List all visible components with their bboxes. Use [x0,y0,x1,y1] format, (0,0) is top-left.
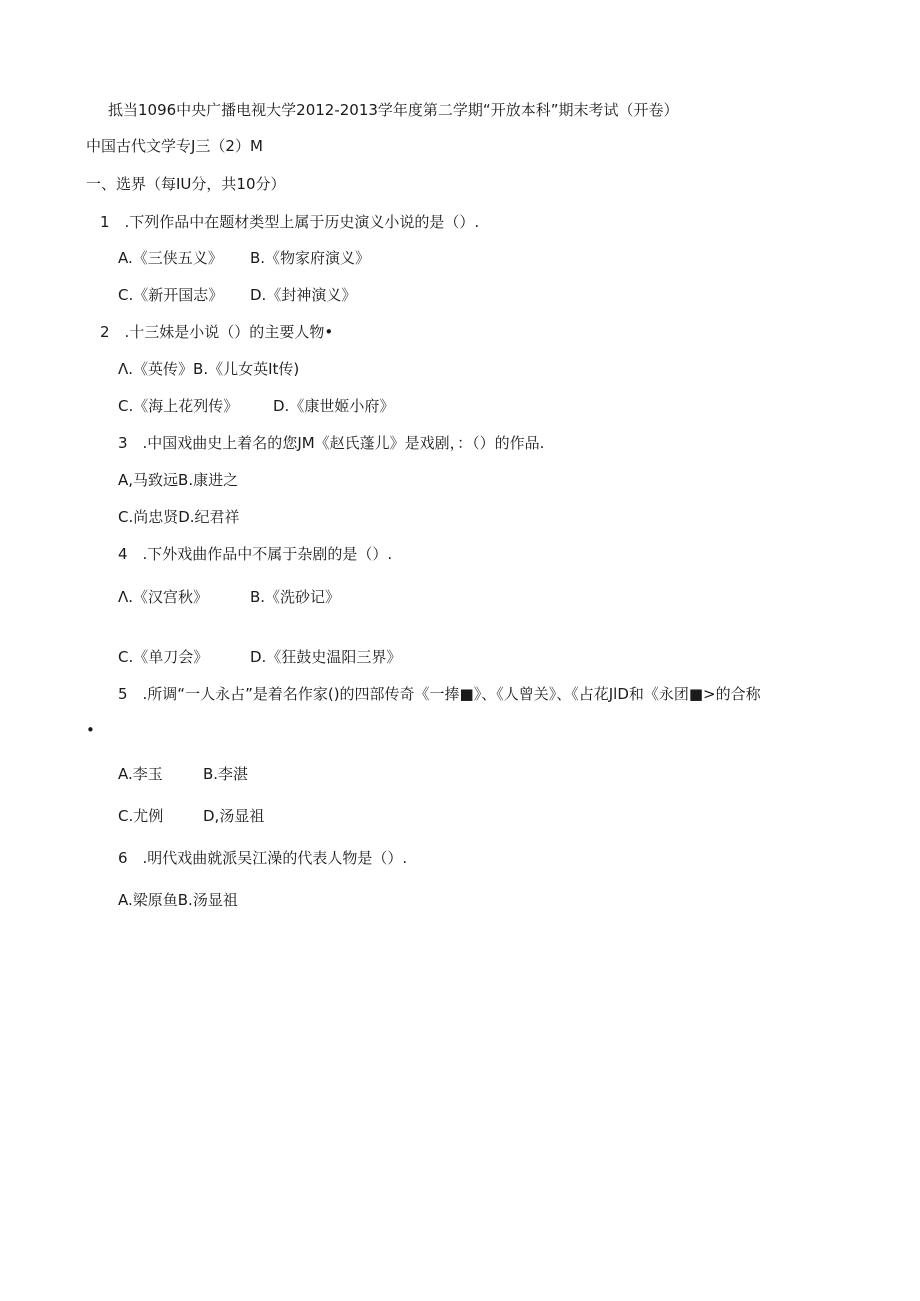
option-d: D.《康世姬小府》 [273,397,395,415]
question-1-options-row-1 [118,248,518,268]
question-5-stem-tail: • [86,721,95,739]
course-title: 中国古代文学专J三（2）M [86,137,263,155]
option-c: C.《海上花列传》 [118,397,239,415]
question-3-stem: 3 .中国戏曲史上着名的您JM《赵氏蓬儿》是戏剧，：（）的作品. [118,434,545,452]
question-6-options-row-1: A.梁原鱼B.汤显祖 [118,891,238,909]
question-3-options-row-1: A,马致远B.康进之 [118,471,239,489]
exam-title: 抵当1096中央广播电视大学2012-2013学年度第二学期“开放本科”期末考试（开卷） [108,101,679,119]
question-4-options-row-1 [118,587,518,607]
question-6-stem: 6 .明代戏曲就派吴江澡的代表人物是（）. [118,849,408,867]
question-2-stem: 2 .十三妹是小说（）的主要人物• [100,323,334,341]
option-a: A.《三侠五义》 [118,249,223,267]
question-4-options-row-2 [118,647,518,667]
option-b: B.《洗砂记》 [250,588,341,606]
question-1-stem: 1 .下列作品中在题材类型上属于历史演义小说的是（）. [100,213,480,231]
option-d: D.《封神演义》 [250,286,357,304]
option-d: D,汤显祖 [203,807,265,825]
section-title: 一、选界（每IU分，共10分） [86,175,286,193]
option-c: C.《单刀会》 [118,648,209,666]
option-a: A.李玉 [118,765,163,783]
question-2-options-row-2 [118,396,518,416]
option-b: B.《物家府演义》 [250,249,371,267]
question-3-options-row-2: C.尚忠贤D.纪君祥 [118,508,240,526]
option-c: C.《新开国志》 [118,286,224,304]
question-5-stem: 5 .所调“一人永占”是着名作家()的四部传奇《一捧■》、《人曾关》、《占花JlD和《永团■>的合称 [118,685,761,703]
option-a: Λ.《汉宫秋》 [118,588,209,606]
question-5-options-row-2 [118,806,518,826]
option-d: D.《狂鼓史温阳三界》 [250,648,402,666]
option-b: B.李湛 [203,765,249,783]
question-2-options-row-1: Λ.《英传》B.《儿女英It传) [118,360,300,378]
option-c: C.尤例 [118,807,164,825]
question-1-options-row-2 [118,285,518,305]
question-5-options-row-1 [118,764,518,784]
question-4-stem: 4 .下外戏曲作品中不属于杂剧的是（）. [118,545,393,563]
